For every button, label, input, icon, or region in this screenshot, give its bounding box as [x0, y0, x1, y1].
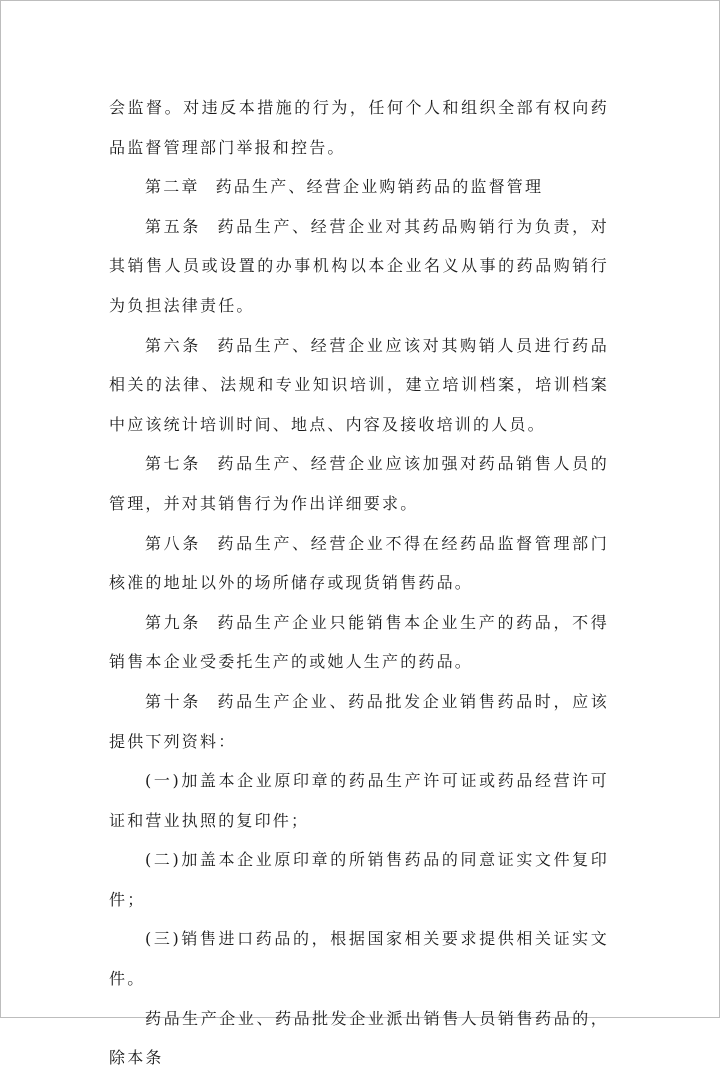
article-number: 第七条: [145, 454, 201, 474]
article-text: 药品生产、经营企业应该对其购销人员进行药品相关的法律、法规和专业知识培训，建立培训档案，培训档案中应该统计培训时间、地点、内容及接收培训的人员。: [109, 335, 609, 434]
list-item-text: (三)销售进口药品的，根据国家相关要求提供相关证实文件。: [109, 929, 609, 989]
list-item: [109, 840, 609, 919]
article-paragraph: [109, 444, 609, 523]
list-item-text: (二)加盖本企业原印章的所销售药品的同意证实文件复印件；: [109, 850, 609, 909]
chapter-number: 第二章: [145, 177, 200, 197]
article-text: 药品生产企业只能销售本企业生产的药品，不得销售本企业受委托生产的或她人生产的药品。: [109, 612, 609, 672]
paragraph-text: 药品生产企业、药品批发企业派出销售人员销售药品的，除本条: [109, 1008, 609, 1068]
list-item: [109, 761, 609, 840]
paragraph: [109, 999, 609, 1078]
article-number: 第十条: [145, 691, 201, 711]
article-paragraph: [109, 207, 609, 326]
article-text: 药品生产、经营企业应该加强对药品销售人员的管理，并对其销售行为作出详细要求。: [109, 454, 609, 513]
article-paragraph: [109, 524, 609, 603]
article-number: 第八条: [145, 533, 201, 553]
article-paragraph: [109, 682, 609, 761]
article-paragraph: [109, 603, 609, 682]
article-number: 第九条: [145, 612, 201, 632]
article-number: 第六条: [145, 335, 201, 355]
article-paragraph: [109, 326, 609, 445]
article-text: 药品生产、经营企业对其药品购销行为负责，对其销售人员或设置的办事机构以本企业名义从事的药品购销行为负担法律责任。: [109, 216, 609, 315]
chapter-heading: [109, 167, 609, 207]
paragraph: [109, 88, 609, 167]
document-body: [109, 88, 609, 1078]
list-item: [109, 919, 609, 998]
list-item-text: (一)加盖本企业原印章的药品生产许可证或药品经营许可证和营业执照的复印件；: [109, 771, 609, 830]
article-text: 药品生产、经营企业不得在经药品监督管理部门核准的地址以外的场所储存或现货销售药品。: [109, 533, 609, 593]
chapter-title: 药品生产、经营企业购销药品的监督管理: [215, 177, 544, 197]
article-number: 第五条: [145, 216, 201, 236]
paragraph-text: 会监督。对违反本措施的行为，任何个人和组织全部有权向药品监督管理部门举报和控告。: [109, 98, 609, 157]
article-text: 药品生产企业、药品批发企业销售药品时，应该提供下列资料：: [109, 691, 609, 751]
